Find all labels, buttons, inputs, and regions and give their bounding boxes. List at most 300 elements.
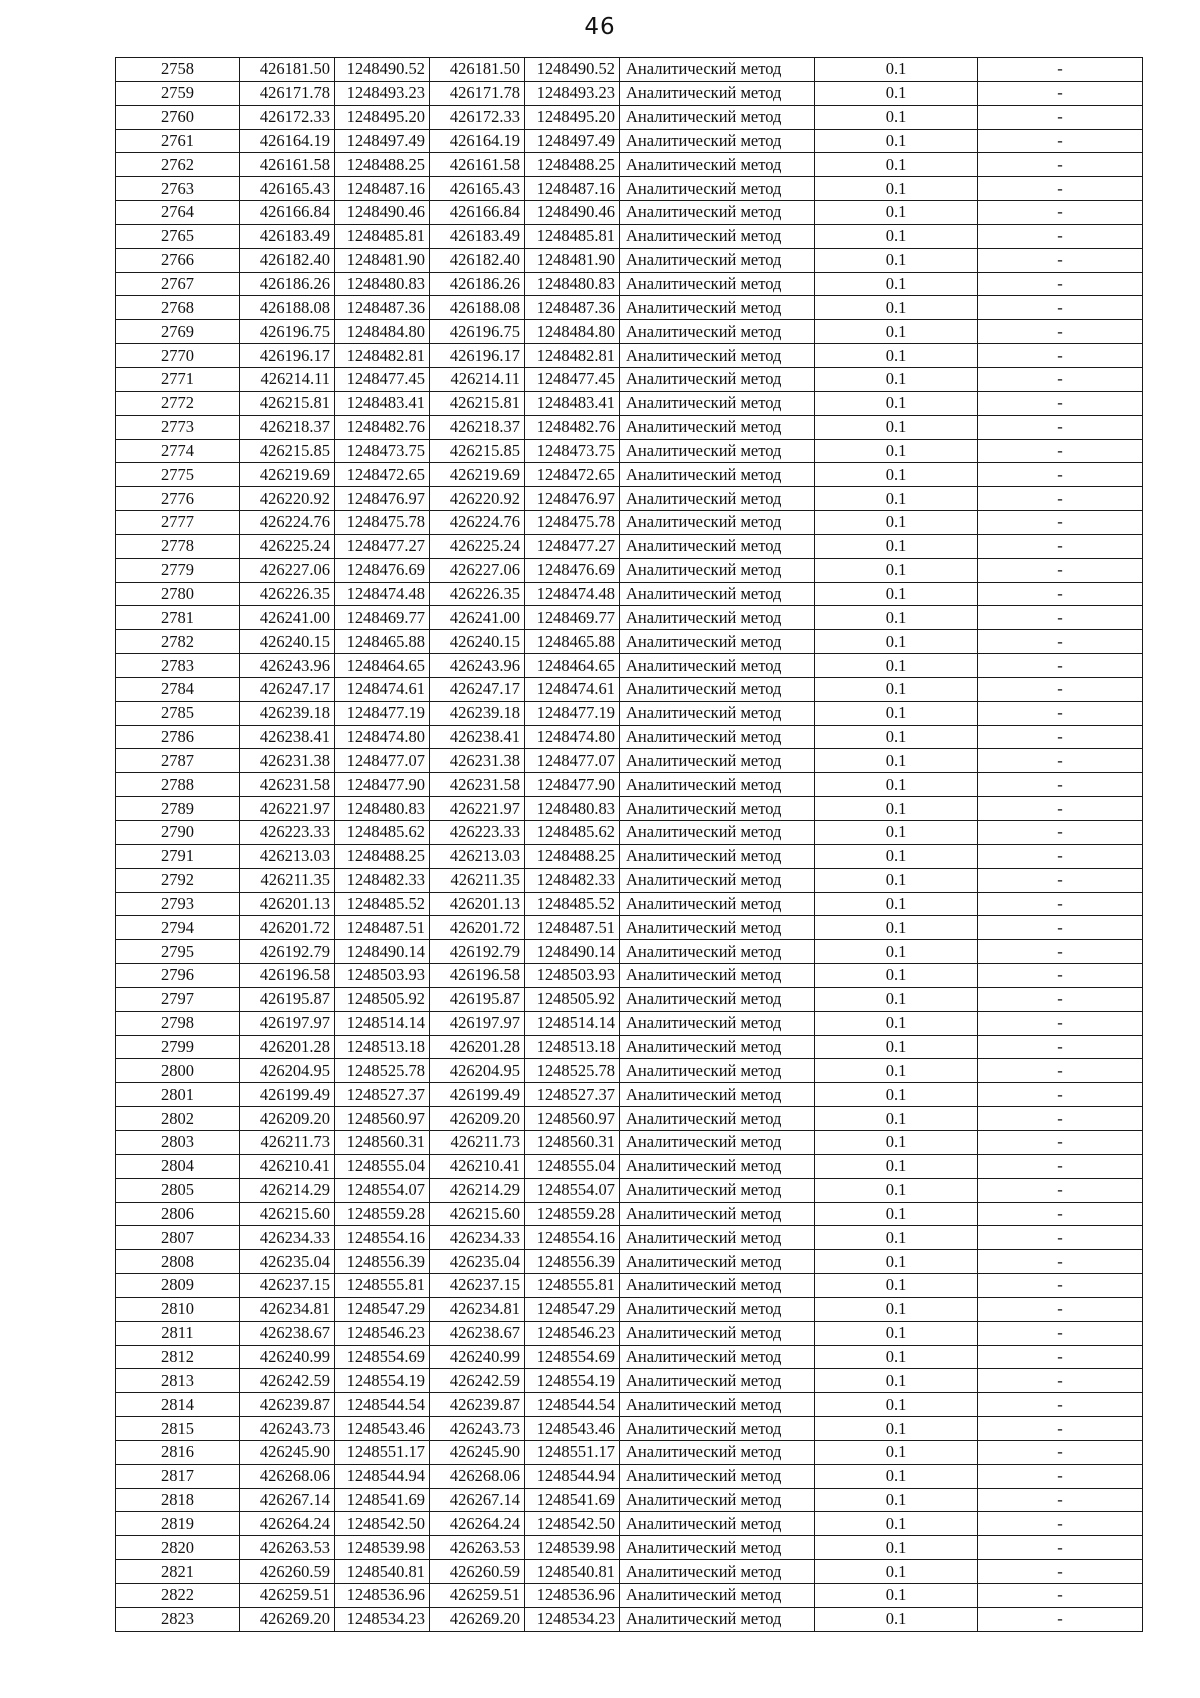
table-row <box>116 1369 1143 1393</box>
y-coordinate-cell: 1248539.98 <box>335 1536 430 1560</box>
x-coordinate-cell: 426196.17 <box>430 344 525 368</box>
x-coordinate-cell: 426182.40 <box>240 248 335 272</box>
x-coordinate-cell: 426269.20 <box>240 1607 335 1631</box>
y-coordinate-cell: 1248534.23 <box>525 1607 620 1631</box>
y-coordinate-cell: 1248527.37 <box>335 1083 430 1107</box>
y-coordinate-cell: 1248490.14 <box>335 940 430 964</box>
table-row <box>116 1154 1143 1178</box>
x-coordinate-cell: 426242.59 <box>240 1369 335 1393</box>
coordinates-table <box>115 57 1143 1632</box>
table-row <box>116 677 1143 701</box>
point-number-cell: 2769 <box>116 320 240 344</box>
x-coordinate-cell: 426188.08 <box>430 296 525 320</box>
point-number-cell: 2788 <box>116 773 240 797</box>
x-coordinate-cell: 426234.33 <box>240 1226 335 1250</box>
y-coordinate-cell: 1248476.69 <box>525 558 620 582</box>
table-row <box>116 821 1143 845</box>
x-coordinate-cell: 426234.81 <box>430 1297 525 1321</box>
x-coordinate-cell: 426172.33 <box>430 105 525 129</box>
point-number-cell: 2800 <box>116 1059 240 1083</box>
x-coordinate-cell: 426260.59 <box>240 1560 335 1584</box>
method-cell: Аналитический метод <box>620 487 815 511</box>
point-number-cell: 2774 <box>116 439 240 463</box>
point-number-cell: 2761 <box>116 129 240 153</box>
accuracy-cell: 0.1 <box>815 1274 978 1298</box>
x-coordinate-cell: 426201.28 <box>240 1035 335 1059</box>
y-coordinate-cell: 1248505.92 <box>335 987 430 1011</box>
x-coordinate-cell: 426240.99 <box>240 1345 335 1369</box>
point-number-cell: 2766 <box>116 248 240 272</box>
y-coordinate-cell: 1248488.25 <box>335 153 430 177</box>
y-coordinate-cell: 1248477.19 <box>335 701 430 725</box>
x-coordinate-cell: 426183.49 <box>240 224 335 248</box>
note-cell: - <box>978 1488 1143 1512</box>
x-coordinate-cell: 426220.92 <box>430 487 525 511</box>
table-row <box>116 797 1143 821</box>
accuracy-cell: 0.1 <box>815 129 978 153</box>
point-number-cell: 2770 <box>116 344 240 368</box>
accuracy-cell: 0.1 <box>815 58 978 82</box>
y-coordinate-cell: 1248472.65 <box>335 463 430 487</box>
accuracy-cell: 0.1 <box>815 821 978 845</box>
y-coordinate-cell: 1248554.19 <box>335 1369 430 1393</box>
method-cell: Аналитический метод <box>620 1059 815 1083</box>
table-row <box>116 749 1143 773</box>
x-coordinate-cell: 426161.58 <box>240 153 335 177</box>
method-cell: Аналитический метод <box>620 272 815 296</box>
y-coordinate-cell: 1248497.49 <box>525 129 620 153</box>
table-row <box>116 1393 1143 1417</box>
x-coordinate-cell: 426201.13 <box>240 892 335 916</box>
accuracy-cell: 0.1 <box>815 1083 978 1107</box>
note-cell: - <box>978 1393 1143 1417</box>
y-coordinate-cell: 1248482.76 <box>335 415 430 439</box>
note-cell: - <box>978 248 1143 272</box>
accuracy-cell: 0.1 <box>815 1035 978 1059</box>
x-coordinate-cell: 426243.73 <box>430 1417 525 1441</box>
table-row <box>116 1130 1143 1154</box>
note-cell: - <box>978 558 1143 582</box>
point-number-cell: 2811 <box>116 1321 240 1345</box>
y-coordinate-cell: 1248465.88 <box>335 630 430 654</box>
table-row <box>116 773 1143 797</box>
point-number-cell: 2762 <box>116 153 240 177</box>
note-cell: - <box>978 1107 1143 1131</box>
table-row <box>116 1202 1143 1226</box>
point-number-cell: 2783 <box>116 654 240 678</box>
table-row <box>116 1321 1143 1345</box>
table-row <box>116 1083 1143 1107</box>
x-coordinate-cell: 426240.15 <box>240 630 335 654</box>
point-number-cell: 2782 <box>116 630 240 654</box>
method-cell: Аналитический метод <box>620 1560 815 1584</box>
table-row <box>116 177 1143 201</box>
x-coordinate-cell: 426238.67 <box>430 1321 525 1345</box>
x-coordinate-cell: 426214.29 <box>430 1178 525 1202</box>
y-coordinate-cell: 1248542.50 <box>525 1512 620 1536</box>
y-coordinate-cell: 1248559.28 <box>525 1202 620 1226</box>
x-coordinate-cell: 426226.35 <box>240 582 335 606</box>
note-cell: - <box>978 224 1143 248</box>
y-coordinate-cell: 1248490.52 <box>525 58 620 82</box>
y-coordinate-cell: 1248503.93 <box>335 964 430 988</box>
method-cell: Аналитический метод <box>620 1178 815 1202</box>
accuracy-cell: 0.1 <box>815 1417 978 1441</box>
x-coordinate-cell: 426234.33 <box>430 1226 525 1250</box>
x-coordinate-cell: 426238.67 <box>240 1321 335 1345</box>
method-cell: Аналитический метод <box>620 320 815 344</box>
point-number-cell: 2816 <box>116 1440 240 1464</box>
table-row <box>116 1488 1143 1512</box>
accuracy-cell: 0.1 <box>815 534 978 558</box>
y-coordinate-cell: 1248474.61 <box>525 677 620 701</box>
x-coordinate-cell: 426195.87 <box>240 987 335 1011</box>
table-row <box>116 892 1143 916</box>
point-number-cell: 2815 <box>116 1417 240 1441</box>
x-coordinate-cell: 426242.59 <box>430 1369 525 1393</box>
table-row <box>116 1607 1143 1631</box>
x-coordinate-cell: 426171.78 <box>240 81 335 105</box>
note-cell: - <box>978 916 1143 940</box>
x-coordinate-cell: 426268.06 <box>430 1464 525 1488</box>
table-row <box>116 391 1143 415</box>
x-coordinate-cell: 426204.95 <box>430 1059 525 1083</box>
accuracy-cell: 0.1 <box>815 1488 978 1512</box>
method-cell: Аналитический метод <box>620 677 815 701</box>
accuracy-cell: 0.1 <box>815 630 978 654</box>
note-cell: - <box>978 1464 1143 1488</box>
table-row <box>116 129 1143 153</box>
y-coordinate-cell: 1248482.81 <box>335 344 430 368</box>
point-number-cell: 2791 <box>116 844 240 868</box>
point-number-cell: 2806 <box>116 1202 240 1226</box>
note-cell: - <box>978 153 1143 177</box>
note-cell: - <box>978 1512 1143 1536</box>
x-coordinate-cell: 426243.96 <box>240 654 335 678</box>
method-cell: Аналитический метод <box>620 1250 815 1274</box>
accuracy-cell: 0.1 <box>815 1584 978 1608</box>
note-cell: - <box>978 1369 1143 1393</box>
method-cell: Аналитический метод <box>620 987 815 1011</box>
note-cell: - <box>978 58 1143 82</box>
method-cell: Аналитический метод <box>620 797 815 821</box>
x-coordinate-cell: 426215.85 <box>240 439 335 463</box>
table-row <box>116 487 1143 511</box>
accuracy-cell: 0.1 <box>815 511 978 535</box>
y-coordinate-cell: 1248544.94 <box>525 1464 620 1488</box>
y-coordinate-cell: 1248527.37 <box>525 1083 620 1107</box>
method-cell: Аналитический метод <box>620 224 815 248</box>
point-number-cell: 2819 <box>116 1512 240 1536</box>
y-coordinate-cell: 1248490.14 <box>525 940 620 964</box>
y-coordinate-cell: 1248481.90 <box>335 248 430 272</box>
accuracy-cell: 0.1 <box>815 153 978 177</box>
y-coordinate-cell: 1248559.28 <box>335 1202 430 1226</box>
note-cell: - <box>978 797 1143 821</box>
x-coordinate-cell: 426166.84 <box>430 201 525 225</box>
method-cell: Аналитический метод <box>620 630 815 654</box>
y-coordinate-cell: 1248472.65 <box>525 463 620 487</box>
y-coordinate-cell: 1248469.77 <box>525 606 620 630</box>
y-coordinate-cell: 1248485.62 <box>335 821 430 845</box>
note-cell: - <box>978 987 1143 1011</box>
y-coordinate-cell: 1248544.94 <box>335 1464 430 1488</box>
y-coordinate-cell: 1248477.07 <box>335 749 430 773</box>
x-coordinate-cell: 426239.87 <box>240 1393 335 1417</box>
note-cell: - <box>978 582 1143 606</box>
accuracy-cell: 0.1 <box>815 81 978 105</box>
x-coordinate-cell: 426196.17 <box>240 344 335 368</box>
x-coordinate-cell: 426259.51 <box>430 1584 525 1608</box>
point-number-cell: 2779 <box>116 558 240 582</box>
note-cell: - <box>978 821 1143 845</box>
accuracy-cell: 0.1 <box>815 964 978 988</box>
note-cell: - <box>978 272 1143 296</box>
accuracy-cell: 0.1 <box>815 1154 978 1178</box>
y-coordinate-cell: 1248514.14 <box>335 1011 430 1035</box>
note-cell: - <box>978 177 1143 201</box>
point-number-cell: 2763 <box>116 177 240 201</box>
x-coordinate-cell: 426221.97 <box>240 797 335 821</box>
point-number-cell: 2823 <box>116 1607 240 1631</box>
accuracy-cell: 0.1 <box>815 987 978 1011</box>
point-number-cell: 2765 <box>116 224 240 248</box>
x-coordinate-cell: 426199.49 <box>430 1083 525 1107</box>
table-row <box>116 344 1143 368</box>
method-cell: Аналитический метод <box>620 582 815 606</box>
accuracy-cell: 0.1 <box>815 1464 978 1488</box>
x-coordinate-cell: 426201.72 <box>240 916 335 940</box>
x-coordinate-cell: 426223.33 <box>240 821 335 845</box>
table-row <box>116 1059 1143 1083</box>
x-coordinate-cell: 426234.81 <box>240 1297 335 1321</box>
method-cell: Аналитический метод <box>620 439 815 463</box>
method-cell: Аналитический метод <box>620 821 815 845</box>
x-coordinate-cell: 426231.58 <box>430 773 525 797</box>
table-row <box>116 1440 1143 1464</box>
table-row <box>116 1560 1143 1584</box>
method-cell: Аналитический метод <box>620 1226 815 1250</box>
y-coordinate-cell: 1248477.27 <box>335 534 430 558</box>
note-cell: - <box>978 129 1143 153</box>
method-cell: Аналитический метод <box>620 701 815 725</box>
table-row <box>116 1464 1143 1488</box>
note-cell: - <box>978 1536 1143 1560</box>
y-coordinate-cell: 1248476.97 <box>335 487 430 511</box>
note-cell: - <box>978 1345 1143 1369</box>
x-coordinate-cell: 426211.73 <box>240 1130 335 1154</box>
note-cell: - <box>978 534 1143 558</box>
accuracy-cell: 0.1 <box>815 272 978 296</box>
note-cell: - <box>978 701 1143 725</box>
y-coordinate-cell: 1248560.31 <box>525 1130 620 1154</box>
accuracy-cell: 0.1 <box>815 1536 978 1560</box>
method-cell: Аналитический метод <box>620 654 815 678</box>
method-cell: Аналитический метод <box>620 463 815 487</box>
y-coordinate-cell: 1248485.62 <box>525 821 620 845</box>
y-coordinate-cell: 1248488.25 <box>525 844 620 868</box>
note-cell: - <box>978 940 1143 964</box>
y-coordinate-cell: 1248482.81 <box>525 344 620 368</box>
note-cell: - <box>978 630 1143 654</box>
x-coordinate-cell: 426239.18 <box>240 701 335 725</box>
x-coordinate-cell: 426215.85 <box>430 439 525 463</box>
page-number: 46 <box>584 14 616 40</box>
note-cell: - <box>978 487 1143 511</box>
x-coordinate-cell: 426267.14 <box>430 1488 525 1512</box>
note-cell: - <box>978 511 1143 535</box>
accuracy-cell: 0.1 <box>815 916 978 940</box>
note-cell: - <box>978 1178 1143 1202</box>
x-coordinate-cell: 426227.06 <box>430 558 525 582</box>
method-cell: Аналитический метод <box>620 749 815 773</box>
accuracy-cell: 0.1 <box>815 177 978 201</box>
accuracy-cell: 0.1 <box>815 224 978 248</box>
method-cell: Аналитический метод <box>620 773 815 797</box>
y-coordinate-cell: 1248544.54 <box>525 1393 620 1417</box>
table-row <box>116 630 1143 654</box>
x-coordinate-cell: 426161.58 <box>430 153 525 177</box>
y-coordinate-cell: 1248474.80 <box>335 725 430 749</box>
x-coordinate-cell: 426239.87 <box>430 1393 525 1417</box>
x-coordinate-cell: 426243.73 <box>240 1417 335 1441</box>
method-cell: Аналитический метод <box>620 1202 815 1226</box>
point-number-cell: 2822 <box>116 1584 240 1608</box>
accuracy-cell: 0.1 <box>815 1297 978 1321</box>
y-coordinate-cell: 1248540.81 <box>335 1560 430 1584</box>
y-coordinate-cell: 1248487.36 <box>335 296 430 320</box>
table-row <box>116 1107 1143 1131</box>
table-row <box>116 582 1143 606</box>
method-cell: Аналитический метод <box>620 1512 815 1536</box>
y-coordinate-cell: 1248473.75 <box>335 439 430 463</box>
x-coordinate-cell: 426181.50 <box>430 58 525 82</box>
x-coordinate-cell: 426220.92 <box>240 487 335 511</box>
x-coordinate-cell: 426181.50 <box>240 58 335 82</box>
y-coordinate-cell: 1248490.52 <box>335 58 430 82</box>
accuracy-cell: 0.1 <box>815 1202 978 1226</box>
note-cell: - <box>978 391 1143 415</box>
x-coordinate-cell: 426211.35 <box>430 868 525 892</box>
x-coordinate-cell: 426215.60 <box>240 1202 335 1226</box>
accuracy-cell: 0.1 <box>815 1011 978 1035</box>
table-row <box>116 201 1143 225</box>
y-coordinate-cell: 1248480.83 <box>525 272 620 296</box>
x-coordinate-cell: 426263.53 <box>430 1536 525 1560</box>
table-row <box>116 296 1143 320</box>
x-coordinate-cell: 426219.69 <box>430 463 525 487</box>
table-row <box>116 1297 1143 1321</box>
y-coordinate-cell: 1248536.96 <box>525 1584 620 1608</box>
point-number-cell: 2772 <box>116 391 240 415</box>
y-coordinate-cell: 1248493.23 <box>525 81 620 105</box>
x-coordinate-cell: 426214.29 <box>240 1178 335 1202</box>
table-row <box>116 916 1143 940</box>
table-row <box>116 439 1143 463</box>
point-number-cell: 2793 <box>116 892 240 916</box>
y-coordinate-cell: 1248469.77 <box>335 606 430 630</box>
y-coordinate-cell: 1248513.18 <box>335 1035 430 1059</box>
point-number-cell: 2802 <box>116 1107 240 1131</box>
note-cell: - <box>978 892 1143 916</box>
note-cell: - <box>978 1130 1143 1154</box>
x-coordinate-cell: 426247.17 <box>430 677 525 701</box>
table-row <box>116 940 1143 964</box>
x-coordinate-cell: 426209.20 <box>430 1107 525 1131</box>
method-cell: Аналитический метод <box>620 725 815 749</box>
note-cell: - <box>978 81 1143 105</box>
y-coordinate-cell: 1248477.19 <box>525 701 620 725</box>
table-row <box>116 1226 1143 1250</box>
x-coordinate-cell: 426195.87 <box>430 987 525 1011</box>
x-coordinate-cell: 426182.40 <box>430 248 525 272</box>
method-cell: Аналитический метод <box>620 177 815 201</box>
accuracy-cell: 0.1 <box>815 797 978 821</box>
point-number-cell: 2817 <box>116 1464 240 1488</box>
y-coordinate-cell: 1248480.83 <box>335 272 430 296</box>
table-row <box>116 463 1143 487</box>
accuracy-cell: 0.1 <box>815 1226 978 1250</box>
y-coordinate-cell: 1248474.48 <box>525 582 620 606</box>
y-coordinate-cell: 1248482.76 <box>525 415 620 439</box>
y-coordinate-cell: 1248551.17 <box>335 1440 430 1464</box>
x-coordinate-cell: 426204.95 <box>240 1059 335 1083</box>
accuracy-cell: 0.1 <box>815 725 978 749</box>
note-cell: - <box>978 677 1143 701</box>
note-cell: - <box>978 463 1143 487</box>
method-cell: Аналитический метод <box>620 296 815 320</box>
point-number-cell: 2794 <box>116 916 240 940</box>
method-cell: Аналитический метод <box>620 1107 815 1131</box>
y-coordinate-cell: 1248490.46 <box>525 201 620 225</box>
x-coordinate-cell: 426268.06 <box>240 1464 335 1488</box>
accuracy-cell: 0.1 <box>815 749 978 773</box>
x-coordinate-cell: 426210.41 <box>430 1154 525 1178</box>
x-coordinate-cell: 426214.11 <box>430 367 525 391</box>
x-coordinate-cell: 426192.79 <box>430 940 525 964</box>
table-row <box>116 248 1143 272</box>
y-coordinate-cell: 1248482.33 <box>525 868 620 892</box>
method-cell: Аналитический метод <box>620 964 815 988</box>
y-coordinate-cell: 1248551.17 <box>525 1440 620 1464</box>
note-cell: - <box>978 105 1143 129</box>
x-coordinate-cell: 426269.20 <box>430 1607 525 1631</box>
x-coordinate-cell: 426245.90 <box>430 1440 525 1464</box>
y-coordinate-cell: 1248554.07 <box>335 1178 430 1202</box>
accuracy-cell: 0.1 <box>815 1321 978 1345</box>
method-cell: Аналитический метод <box>620 391 815 415</box>
y-coordinate-cell: 1248560.97 <box>335 1107 430 1131</box>
point-number-cell: 2771 <box>116 367 240 391</box>
x-coordinate-cell: 426245.90 <box>240 1440 335 1464</box>
method-cell: Аналитический метод <box>620 1011 815 1035</box>
x-coordinate-cell: 426201.72 <box>430 916 525 940</box>
y-coordinate-cell: 1248546.23 <box>335 1321 430 1345</box>
method-cell: Аналитический метод <box>620 534 815 558</box>
point-number-cell: 2789 <box>116 797 240 821</box>
point-number-cell: 2820 <box>116 1536 240 1560</box>
y-coordinate-cell: 1248485.52 <box>525 892 620 916</box>
accuracy-cell: 0.1 <box>815 844 978 868</box>
x-coordinate-cell: 426227.06 <box>240 558 335 582</box>
note-cell: - <box>978 367 1143 391</box>
accuracy-cell: 0.1 <box>815 1393 978 1417</box>
accuracy-cell: 0.1 <box>815 701 978 725</box>
y-coordinate-cell: 1248480.83 <box>335 797 430 821</box>
method-cell: Аналитический метод <box>620 1440 815 1464</box>
method-cell: Аналитический метод <box>620 868 815 892</box>
accuracy-cell: 0.1 <box>815 1345 978 1369</box>
